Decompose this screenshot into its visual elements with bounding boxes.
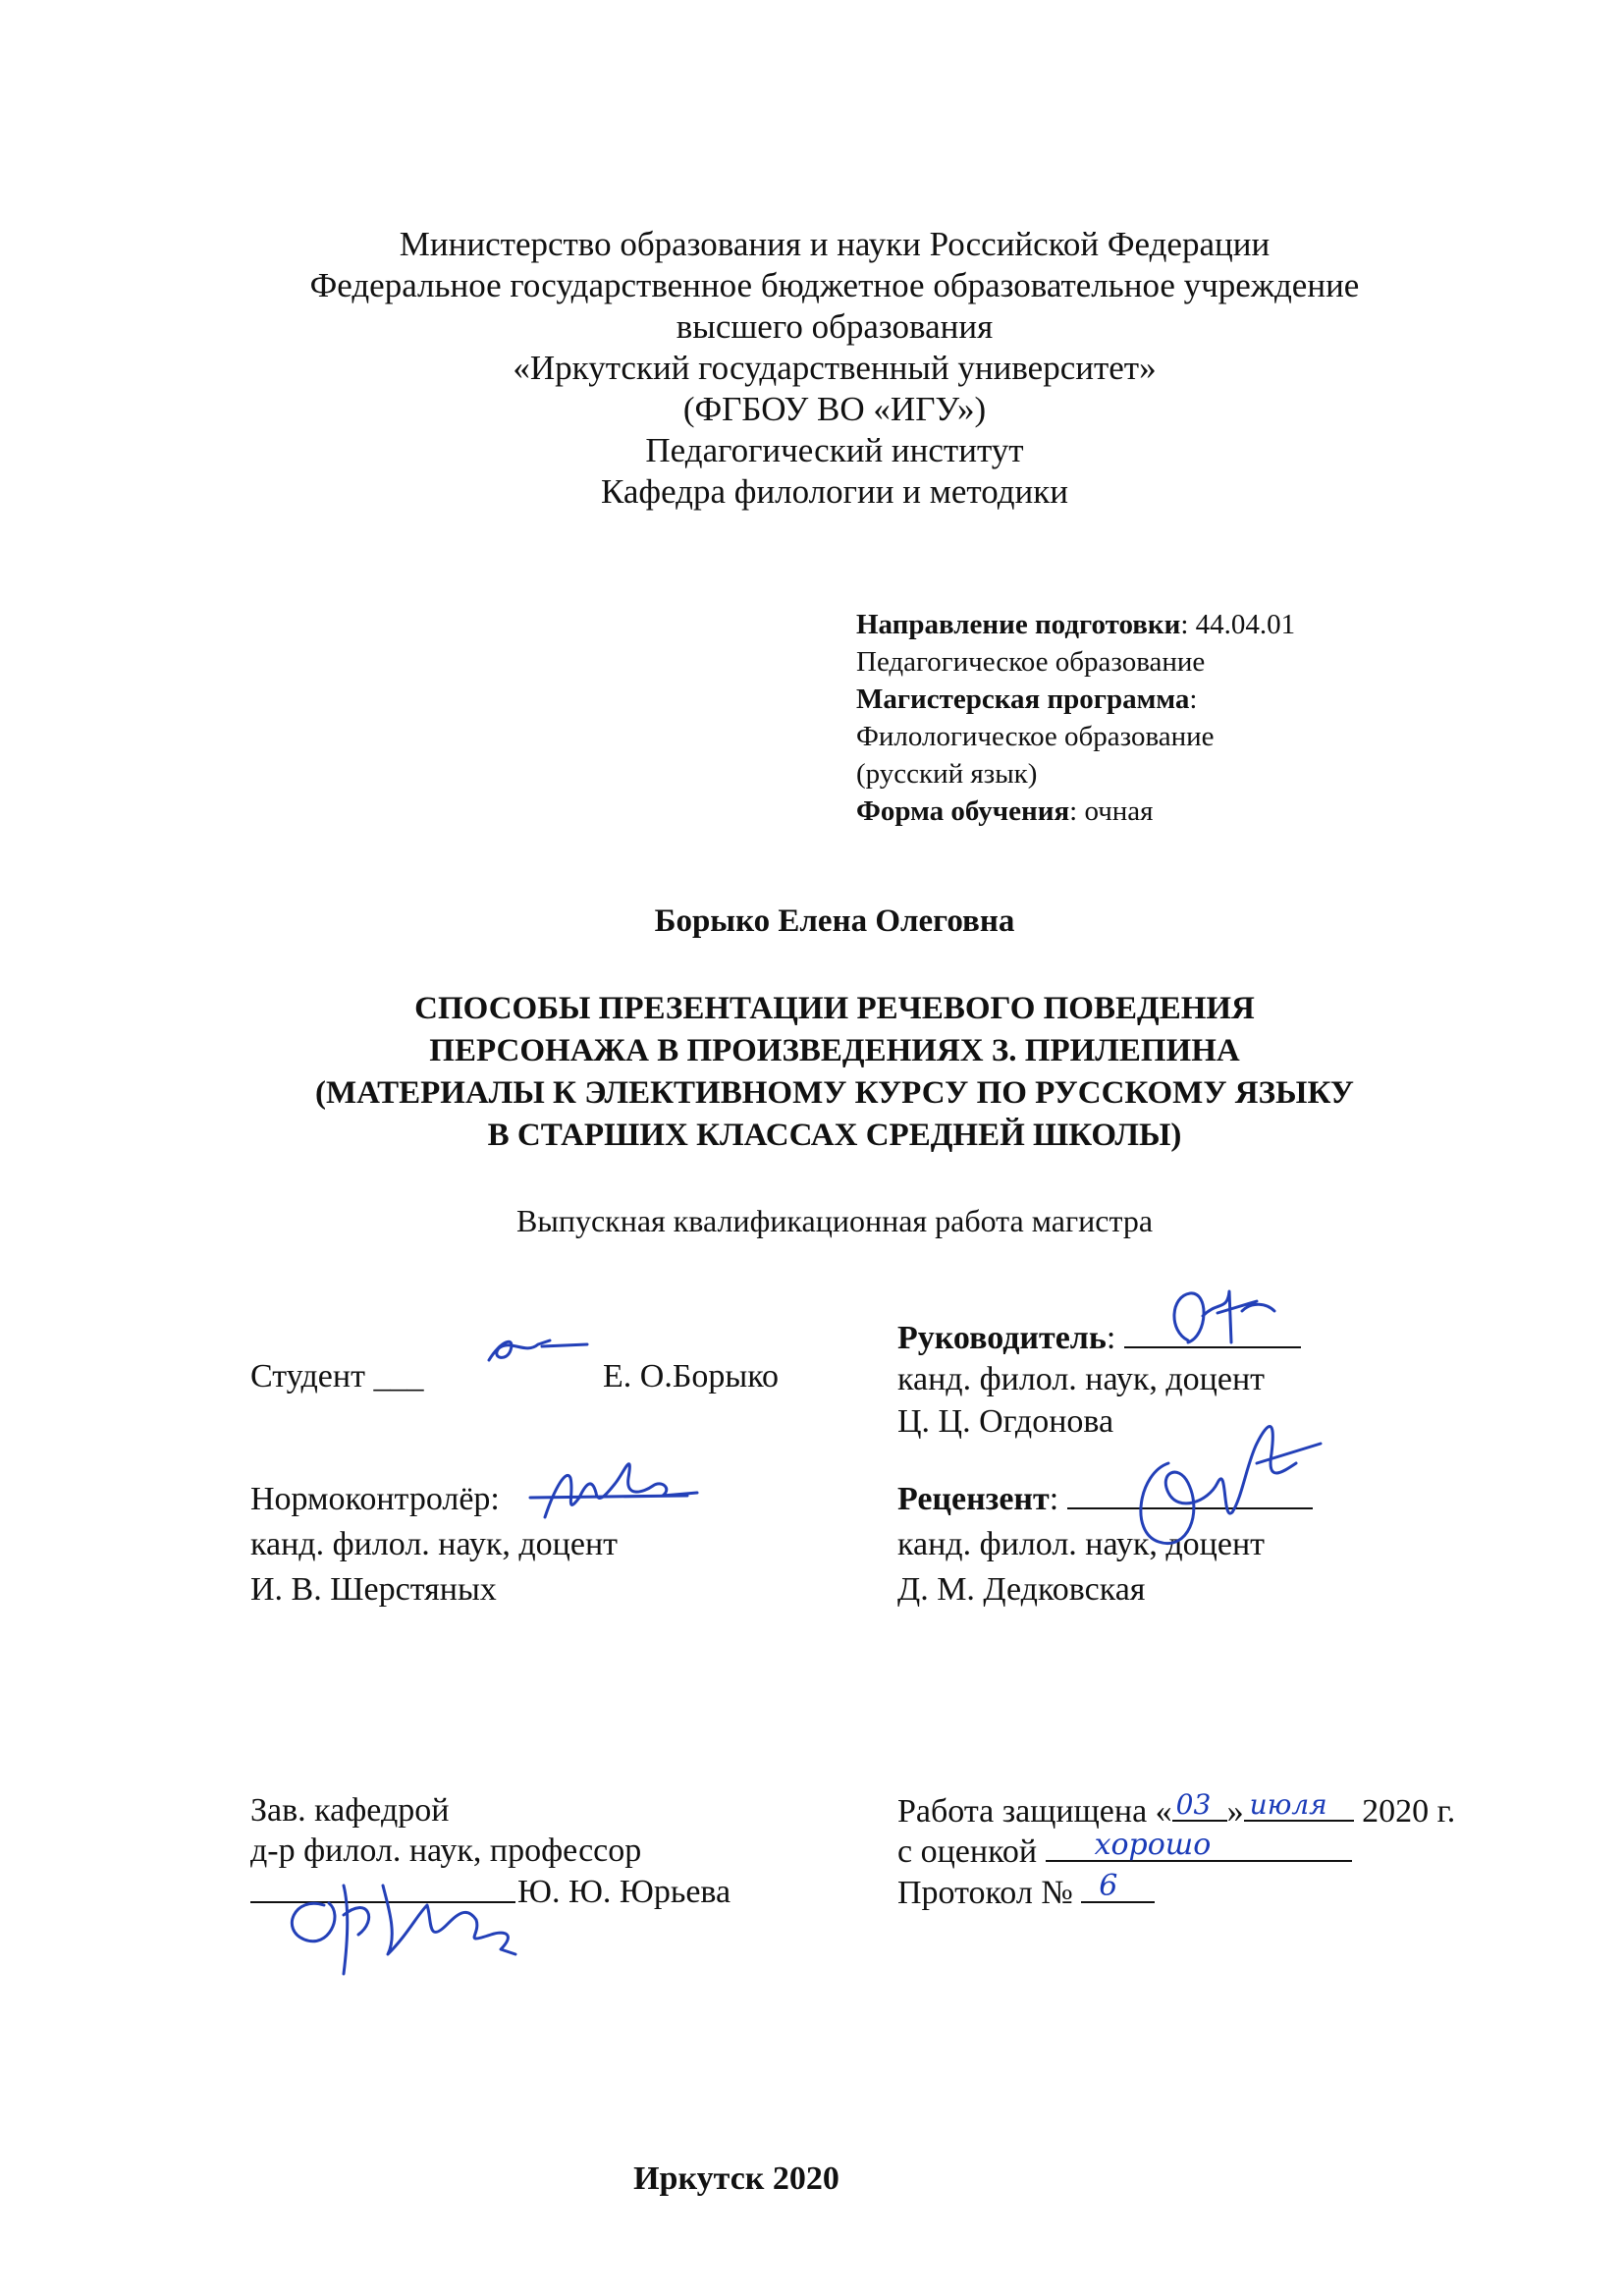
- direction-code: : 44.04.01: [1180, 609, 1296, 640]
- master-line: [856, 681, 1295, 718]
- program-block: [856, 606, 1295, 830]
- master-name-1: Филологическое образование: [856, 721, 1215, 752]
- normcontrol-label: Нормоконтролёр:: [250, 1481, 500, 1517]
- normcontrol-degree: канд. филол. наук, доцент: [250, 1526, 619, 1562]
- head-signature: [250, 1827, 545, 1984]
- defense-year: 2020 г.: [1353, 1793, 1456, 1830]
- header-line-education-level: высшего образования: [676, 307, 994, 346]
- supervisor-label: Руководитель: [897, 1320, 1107, 1356]
- protocol-label: Протокол №: [897, 1875, 1082, 1911]
- reviewer-label: Рецензент: [897, 1481, 1050, 1517]
- head-degree: д-р филол. наук, профессор: [250, 1832, 642, 1869]
- supervisor-name: Ц. Ц. Огдонова: [897, 1403, 1114, 1440]
- author-name: Борыко Елена Олеговна: [654, 903, 1015, 939]
- defense-mid: »: [1226, 1793, 1244, 1830]
- title-line-3: (МАТЕРИАЛЫ К ЭЛЕКТИВНОМУ КУРСУ ПО РУССКОМУ ЯЗЫКУ: [315, 1075, 1354, 1111]
- form-line: [856, 793, 1295, 830]
- title-line-2: ПЕРСОНАЖА В ПРОИЗВЕДЕНИЯХ З. ПРИЛЕПИНА: [429, 1033, 1240, 1068]
- direction-name: Педагогическое образование: [856, 646, 1206, 678]
- header-line-abbreviation: (ФГБОУ ВО «ИГУ»): [682, 390, 987, 428]
- supervisor-signature: [1159, 1282, 1286, 1360]
- form-label: Форма обучения: [856, 795, 1070, 827]
- protocol-field: [1081, 1869, 1155, 1903]
- institution-header: [0, 224, 1623, 513]
- direction-label: Направление подготовки: [856, 609, 1181, 640]
- defense-day: 03: [1175, 1788, 1212, 1821]
- head-name: Ю. Ю. Юрьева: [517, 1874, 731, 1910]
- reviewer-signature: [1109, 1404, 1325, 1561]
- form-value: : очная: [1069, 795, 1154, 827]
- city-year: Иркутск 2020: [633, 2160, 839, 2197]
- defense-prefix: Работа защищена «: [897, 1793, 1172, 1830]
- head-label: Зав. кафедрой: [250, 1792, 450, 1829]
- protocol-line: [897, 1869, 1155, 1913]
- header-line-institution-type: Федеральное государственное бюджетное образовательное учреждение: [309, 266, 1360, 304]
- grade-value: хорошо: [1094, 1828, 1212, 1862]
- header-line-institute: Педагогический институт: [645, 431, 1024, 469]
- work-type: Выпускная квалификационная работа магистра: [515, 1203, 1154, 1238]
- reviewer-name: Д. М. Дедковская: [897, 1571, 1146, 1608]
- student-name: Е. О.Борыко: [603, 1358, 779, 1394]
- thesis-title: [0, 988, 1623, 1157]
- protocol-value: 6: [1099, 1869, 1118, 1903]
- direction-line: [856, 606, 1295, 643]
- supervisor-colon: :: [1106, 1320, 1124, 1356]
- title-line-1: СПОСОБЫ ПРЕЗЕНТАЦИИ РЕЧЕВОГО ПОВЕДЕНИЯ: [414, 991, 1255, 1026]
- header-line-department: Кафедра филологии и методики: [601, 472, 1068, 511]
- grade-line: [897, 1828, 1352, 1872]
- header-line-ministry: Министерство образования и науки Российской Федерации: [399, 225, 1271, 263]
- normcontrol-signature: [525, 1439, 702, 1527]
- master-label: Магистерская программа: [856, 683, 1190, 715]
- defense-day-field: [1172, 1790, 1227, 1822]
- reviewer-colon: :: [1049, 1481, 1067, 1517]
- defense-month: июля: [1249, 1788, 1327, 1821]
- normcontrol-name: И. В. Шерстяных: [250, 1571, 497, 1608]
- grade-field: [1046, 1828, 1352, 1862]
- title-line-4: В СТАРШИХ КЛАССАХ СРЕДНЕЙ ШКОЛЫ): [487, 1118, 1182, 1153]
- master-colon: :: [1189, 683, 1198, 715]
- supervisor-degree: канд. филол. наук, доцент: [897, 1361, 1266, 1397]
- student-label: Студент ___: [250, 1358, 424, 1394]
- reviewer-degree: канд. филол. наук, доцент: [897, 1526, 1266, 1562]
- master-name-2: (русский язык): [856, 758, 1038, 790]
- grade-label: с оценкой: [897, 1833, 1046, 1870]
- student-signature: [481, 1331, 589, 1370]
- defense-month-field: [1244, 1790, 1354, 1822]
- header-line-university: «Иркутский государственный университет»: [513, 349, 1157, 387]
